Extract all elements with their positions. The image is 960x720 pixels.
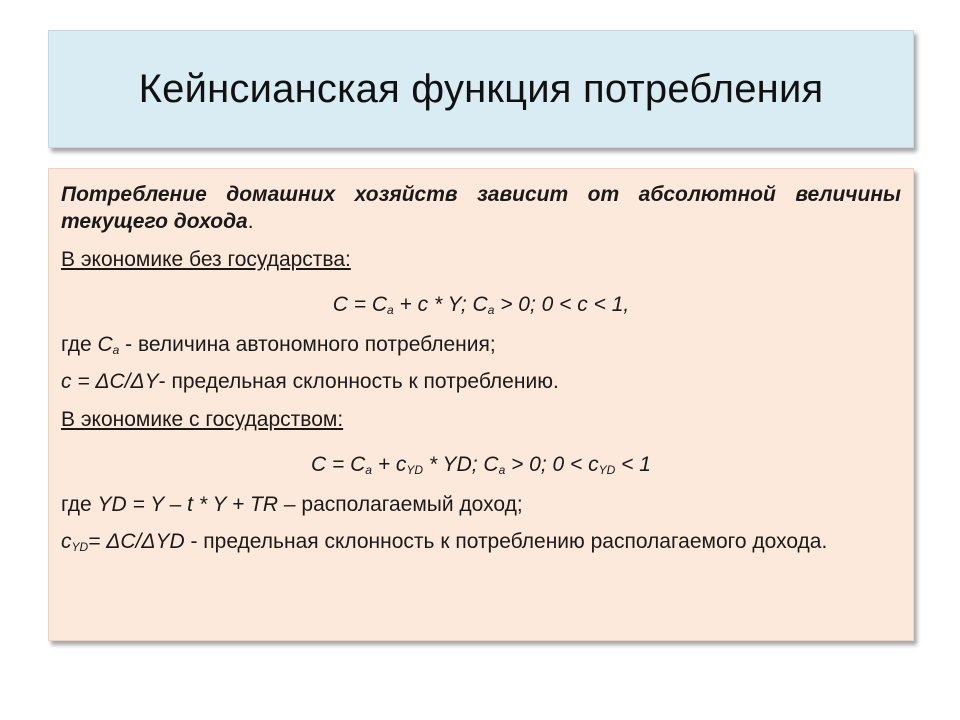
definition-equation: YD = Y – t * Y + TR – <box>97 493 296 516</box>
formula2-part: C = C <box>311 453 366 476</box>
definition-variable: c <box>61 530 72 553</box>
definition-disposable-income <box>61 491 901 518</box>
formula1-part: C = C <box>332 293 388 316</box>
definition-autonomous-consumption <box>61 331 901 358</box>
formula1-part: > 0; 0 < c < 1, <box>494 293 630 316</box>
section-heading-with-government: В экономике с государством: <box>61 408 344 431</box>
formula2-subscript: a <box>498 463 506 477</box>
intro-paragraph <box>61 181 901 235</box>
formula2-subscript: a <box>365 463 372 477</box>
intro-period: . <box>247 210 254 233</box>
formula1-part: + c * Y; C <box>393 293 488 316</box>
section-heading-no-government: В экономике без государства: <box>61 248 351 271</box>
formula1-subscript: a <box>387 303 394 317</box>
definition-prefix: где <box>61 333 98 356</box>
formula-without-government <box>61 291 901 318</box>
content-panel <box>48 168 914 641</box>
definition-equation: = ΔC/ΔYD <box>88 530 185 553</box>
definition-text: располагаемый доход; <box>295 493 523 516</box>
formula-with-government <box>61 451 901 478</box>
formula1-subscript: a <box>487 303 495 317</box>
definition-text: - предельная склонность к потреблению. <box>158 370 559 393</box>
formula2-subscript: YD <box>598 463 616 477</box>
formula2-part: > 0; 0 < c <box>505 453 599 476</box>
definition-mpc <box>61 368 901 395</box>
formula2-part: + c <box>371 453 407 476</box>
definition-prefix: где <box>61 493 98 516</box>
title-panel <box>48 30 914 148</box>
definition-variable: C <box>97 333 113 356</box>
formula2-part: < 1 <box>615 453 651 476</box>
definition-subscript: a <box>112 343 120 357</box>
slide-title: Кейнсианская функция потребления <box>138 66 824 111</box>
definition-text: - предельная склонность к потреблению располагаемого дохода. <box>184 530 828 553</box>
definition-variable: c <box>61 370 72 393</box>
definition-subscript: YD <box>71 540 89 554</box>
formula2-part: * YD; C <box>423 453 499 476</box>
formula2-subscript: YD <box>406 463 424 477</box>
intro-text: Потребление домашних хозяйств зависит от абсолютной величины текущего дохода <box>61 183 901 233</box>
definition-text: - величина автономного потребления; <box>119 333 496 356</box>
definition-equation: = ΔC/ΔY <box>71 370 159 393</box>
definition-mpc-disposable <box>61 528 901 555</box>
